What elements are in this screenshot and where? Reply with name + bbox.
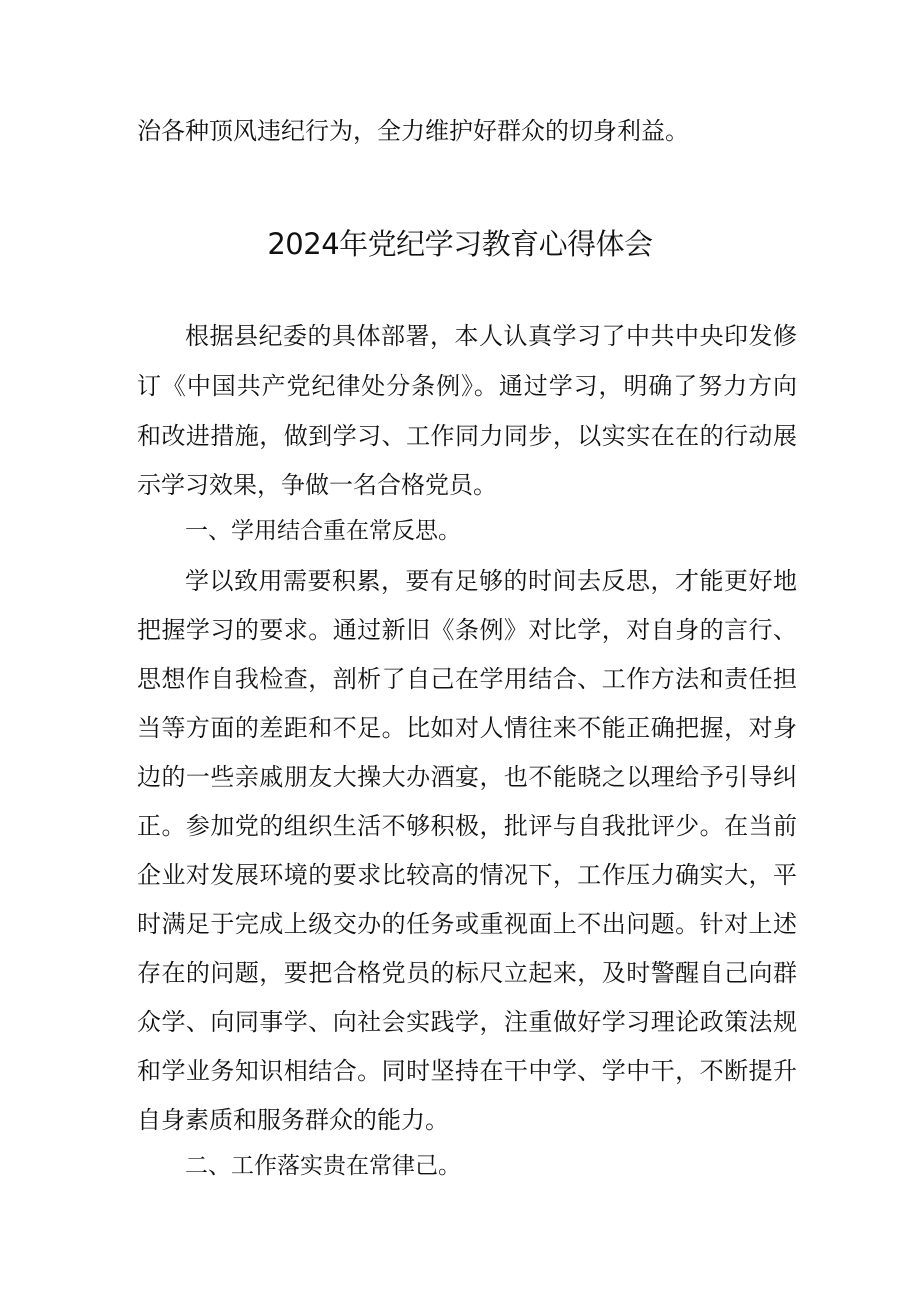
paragraph-line: 当等方面的差距和不足。比如对人情往来不能正确把握，对身 [137, 714, 797, 742]
paragraph-line: 订《中国共产党纪律处分条例》。通过学习，明确了努力方向 [137, 372, 797, 400]
paragraph-line: 时满足于完成上级交办的任务或重视面上不出问题。针对上述 [137, 910, 797, 938]
continuation-line: 治各种顶风违纪行为，全力维护好群众的切身利益。 [137, 117, 689, 145]
paragraph-line: 和改进措施，做到学习、工作同力同步，以实实在在的行动展 [137, 422, 797, 450]
paragraph-line: 思想作自我检查，剖析了自己在学用结合、工作方法和责任担 [137, 665, 797, 693]
paragraph-line: 自身素质和服务群众的能力。 [137, 1106, 449, 1134]
section-heading-2: 二、工作落实贵在常律己。 [185, 1153, 461, 1179]
section-heading-1: 一、学用结合重在常反思。 [185, 518, 461, 544]
paragraph-line: 正。参加党的组织生活不够积极，批评与自我批评少。在当前 [137, 812, 797, 840]
paragraph-line: 企业对发展环境的要求比较高的情况下，工作压力确实大，平 [137, 861, 797, 889]
paragraph-line: 边的一些亲戚朋友大操大办酒宴，也不能晓之以理给予引导纠 [137, 763, 797, 791]
page-title: 2024年党纪学习教育心得体会 [267, 227, 653, 261]
paragraph-line: 学以致用需要积累，要有足够的时间去反思，才能更好地 [185, 567, 797, 595]
paragraph-line: 把握学习的要求。通过新旧《条例》对比学，对自身的言行、 [137, 616, 797, 644]
paragraph-line: 存在的问题，要把合格党员的标尺立起来，及时警醒自己向群 [137, 959, 797, 987]
paragraph-line: 示学习效果，争做一名合格党员。 [137, 471, 497, 499]
paragraph-line: 众学、向同事学、向社会实践学，注重做好学习理论政策法规 [137, 1008, 797, 1036]
paragraph-line: 和学业务知识相结合。同时坚持在干中学、学中干，不断提升 [137, 1057, 797, 1085]
paragraph-line: 根据县纪委的具体部署，本人认真学习了中共中央印发修 [185, 322, 797, 350]
